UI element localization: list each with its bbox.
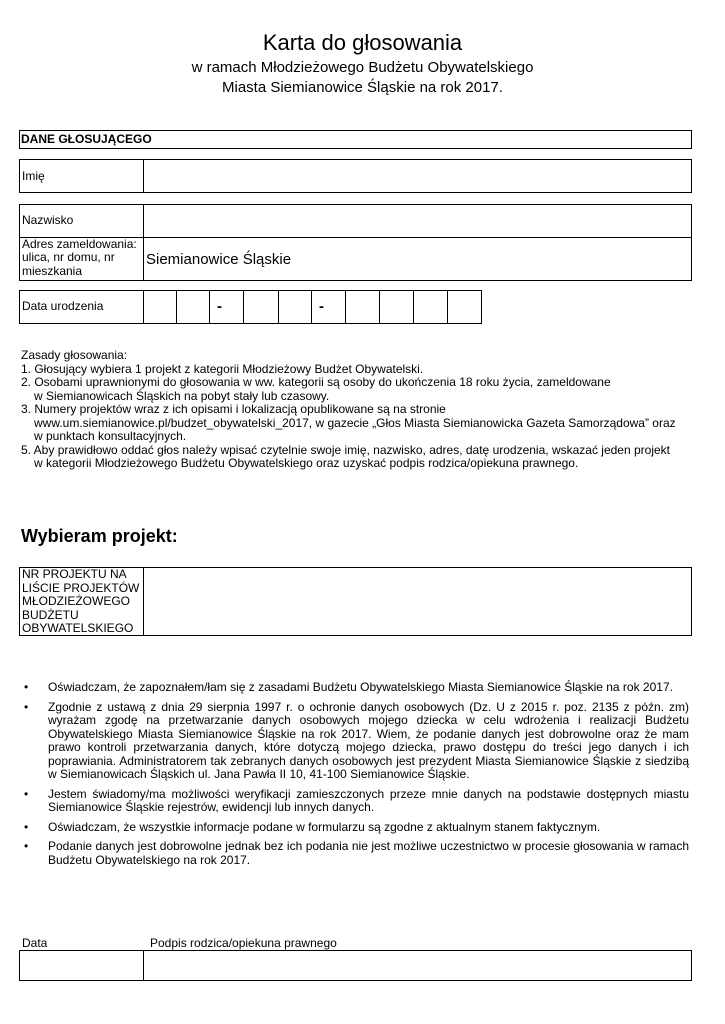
declaration-item bbox=[21, 788, 689, 815]
declaration-text-3: Jestem świadomy/ma możliwości weryfikacji zamieszczonych przeze mnie danych na podstawie dostępnych miastu Siemianowice Śląskie rejestrów, ewidencji lub innych danych. bbox=[48, 786, 689, 814]
signature-date-field[interactable] bbox=[20, 951, 143, 980]
project-label-line4: BUDŻETU bbox=[22, 607, 79, 622]
declaration-item bbox=[21, 840, 689, 867]
address-label-line1: Adres zameldowania: bbox=[22, 237, 137, 251]
declaration-text-5: Podanie danych jest dobrowolne jednak bez ich podania nie jest możliwe uczestnictwo w procesie głosowania w ramach Budżetu Obywatelskiego na rok 2017. bbox=[48, 839, 689, 867]
signature-guardian-label: Podpis rodzica/opiekuna prawnego bbox=[150, 936, 337, 950]
form-subtitle-line2: Miasta Siemianowice Śląskie na rok 2017. bbox=[222, 79, 503, 96]
birth-day-digit-1[interactable] bbox=[144, 291, 176, 323]
declaration-item bbox=[21, 681, 689, 695]
address-value[interactable]: Siemianowice Śląskie bbox=[146, 251, 292, 268]
bullet-icon: • bbox=[24, 819, 29, 834]
last-name-label: Nazwisko bbox=[22, 213, 74, 227]
birth-month-digit-2[interactable] bbox=[279, 291, 311, 323]
rule-3-cont-2: w punktach konsultacyjnych. bbox=[34, 429, 187, 443]
form-subtitle-line1: w ramach Młodzieżowego Budżetu Obywatelskiego bbox=[191, 59, 534, 76]
declaration-text-2: Zgodnie z ustawą z dnia 29 sierpnia 1997 r. o ochronie danych osobowych (Dz. U z 2015 r. poz. 2135 z późn. zm) wyrażam zgodę na przetwarzanie danych osobowych mojego dziecka w celu wdrożenia i realizacji Budżetu Obywatelskiego Miasta Siemianowice Śląskie na rok 2017. Wiem, że podanie danych jest dobrowolne oraz że mam prawo kontroli przetwarzania danych, które dotyczą mojego dziecka, prawo dostępu do treści jego danych i ich poprawiania. Administratorem tak zebranych danych osobowych jest prezydent Miasta Siemianowice Śląskie z siedzibą w Siemianowicach Śląskich ul. Jana Pawła II 10, 41-100 Siemianowice Śląskie. bbox=[48, 699, 689, 781]
rule-2: 2. Osobami uprawnionymi do głosowania w ww. kategorii są osoby do ukończenia 18 roku życia, zameldowane bbox=[21, 375, 611, 389]
bullet-icon: • bbox=[24, 680, 29, 694]
bullet-icon: • bbox=[24, 786, 29, 801]
voter-section-heading: DANE GŁOSUJĄCEGO bbox=[21, 132, 152, 146]
form-title: Karta do głosowania bbox=[262, 30, 463, 55]
project-label-line2: LIŚCIE PROJEKTÓW bbox=[22, 580, 140, 595]
project-section-heading: Wybieram projekt: bbox=[21, 526, 178, 546]
project-label-line5: OBYWATELSKIEGO bbox=[22, 621, 134, 635]
first-name-field[interactable] bbox=[144, 160, 691, 192]
birth-date-separator-1: - bbox=[217, 298, 222, 315]
declarations-list bbox=[21, 681, 689, 873]
birth-date-divider-2 bbox=[209, 290, 210, 324]
rule-1: 1. Głosujący wybiera 1 projekt z kategorii Młodzieżowy Budżet Obywatelski. bbox=[21, 361, 424, 376]
rule-3: 3. Numery projektów wraz z ich opisami i lokalizacją opublikowane są na stronie bbox=[21, 402, 446, 416]
bullet-icon: • bbox=[24, 699, 29, 714]
rule-5: 5. Aby prawidłowo oddać głos należy wpisać czytelnie swoje imię, nazwisko, adres, datę urodzenia, wskazać jeden projekt bbox=[21, 442, 671, 457]
address-label-line2: ulica, nr domu, nr bbox=[22, 250, 115, 264]
birth-day-digit-2[interactable] bbox=[177, 291, 209, 323]
last-name-field[interactable] bbox=[144, 205, 691, 237]
birth-month-digit-1[interactable] bbox=[244, 291, 278, 323]
project-label-line1: NR PROJEKTU NA bbox=[22, 567, 127, 581]
birth-date-label: Data urodzenia bbox=[22, 299, 104, 313]
birth-year-digit-3[interactable] bbox=[414, 291, 447, 323]
rules-heading: Zasady głosowania: bbox=[21, 348, 128, 362]
birth-date-divider-5 bbox=[311, 290, 312, 324]
first-name-label: Imię bbox=[22, 169, 45, 183]
project-label-line3: MŁODZIEŻOWEGO bbox=[22, 594, 130, 608]
birth-year-digit-1[interactable] bbox=[346, 291, 379, 323]
birth-date-separator-2: - bbox=[319, 298, 324, 315]
project-number-field[interactable] bbox=[144, 568, 691, 635]
signature-date-label: Data bbox=[22, 936, 48, 950]
declaration-item bbox=[21, 821, 689, 835]
guardian-signature-field[interactable] bbox=[144, 951, 691, 980]
declaration-item bbox=[21, 701, 689, 782]
birth-year-digit-4[interactable] bbox=[448, 291, 481, 323]
declaration-text-4: Oświadczam, że wszystkie informacje podane w formularzu są zgodne z aktualnym stanem faktycznym. bbox=[48, 819, 601, 834]
voting-rules bbox=[21, 349, 701, 471]
bullet-icon: • bbox=[24, 839, 29, 853]
declaration-text-1: Oświadczam, że zapoznałem/łam się z zasadami Budżetu Obywatelskiego Miasta Siemianowice Śląskie na rok 2017. bbox=[48, 680, 673, 694]
birth-year-digit-2[interactable] bbox=[380, 291, 413, 323]
rule-5-cont: w kategorii Młodzieżowego Budżetu Obywatelskiego oraz uzyskać podpis rodzica/opiekuna prawnego. bbox=[34, 456, 579, 470]
address-label-line3: mieszkania bbox=[22, 264, 83, 278]
rule-3-cont-1: www.um.siemianowice.pl/budzet_obywatelski_2017, w gazecie „Głos Miasta Siemianowicka Gazeta Samorządowa” oraz bbox=[34, 415, 676, 430]
rule-2-cont: w Siemianowicach Śląskich na pobyt stały lub czasowy. bbox=[34, 388, 330, 403]
